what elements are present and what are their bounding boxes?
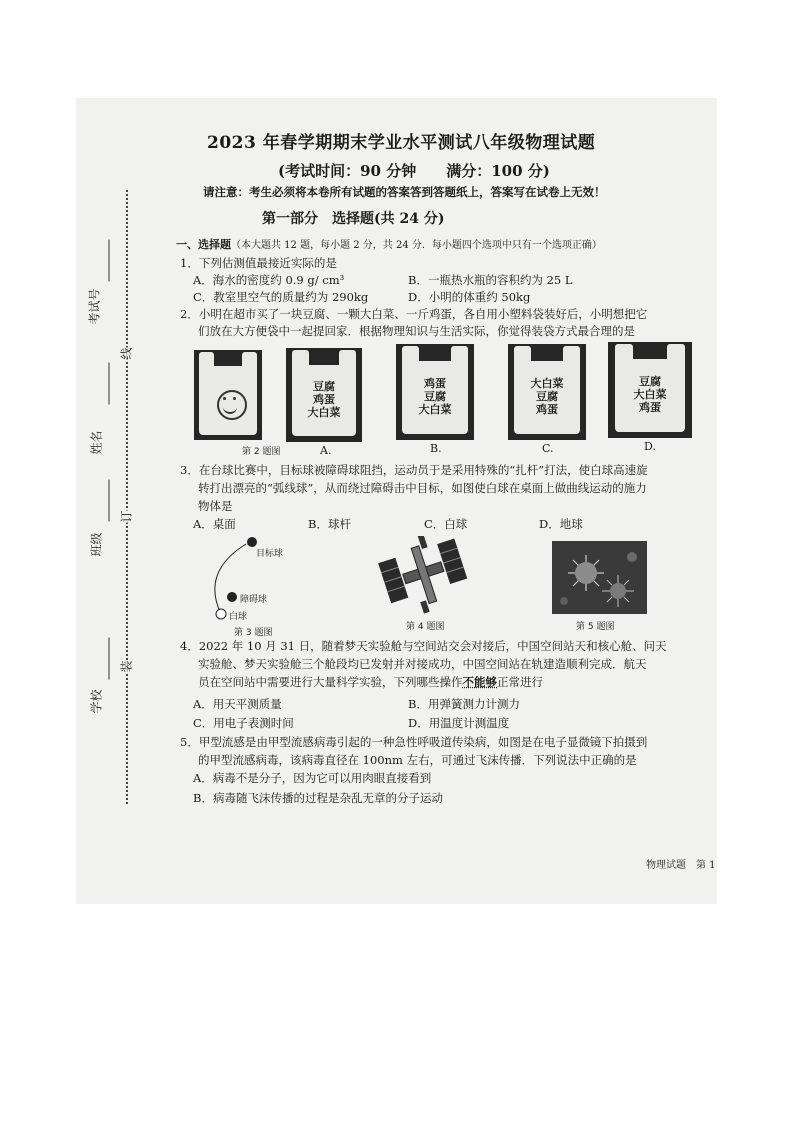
exam-page [76, 98, 717, 904]
virus-figure [552, 541, 647, 614]
bag-option-c [508, 344, 586, 440]
q4-option-a: A．用天平测质量 [193, 697, 282, 711]
section-heading [176, 236, 602, 252]
space-station-figure [376, 536, 471, 614]
marker-install: 装 [119, 660, 134, 673]
q2-option-c-label: C. [542, 442, 554, 455]
blank-exam-number [109, 240, 110, 282]
q3-option-b: B．球杆 [308, 517, 351, 531]
blank-school [109, 638, 110, 680]
q3-option-a: A．桌面 [193, 517, 236, 531]
bag-a-label: 豆腐 鸡蛋 大白菜 [307, 379, 341, 419]
label-class: 班级 [89, 532, 104, 557]
q4-option-d: D．用温度计测温度 [408, 716, 510, 730]
q2-fig-caption: 第 2 题图 [242, 447, 281, 457]
q3-option-d: D．地球 [539, 517, 583, 531]
q5-line1: 5．甲型流感是由甲型流感病毒引起的一种急性呼吸道传染病，如图是在电子显微镜下拍摄到 [180, 735, 648, 749]
q1-option-b: B．一瓶热水瓶的容积约为 25 L [408, 273, 573, 287]
q5-option-b: B．病毒随飞沫传播的过程是杂乱无章的分子运动 [193, 791, 443, 805]
q3-line2: 转打出漂亮的“弧线球”，从而绕过障碍击中目标，如图使白球在桌面上做曲线运动的施力 [198, 481, 647, 495]
q4-line2: 实验舱、梦天实验舱三个舱段均已发射并对接成功，中国空间站在轨建造顺利完成．航天 [198, 657, 647, 671]
marker-line: 线 [119, 347, 134, 360]
q5-fig-caption: 第 5 题图 [576, 622, 615, 632]
q5-option-a: A．病毒不是分子，因为它可以用肉眼直接看到 [193, 771, 432, 785]
bag-b-label: 鸡蛋 豆腐 大白菜 [418, 376, 452, 416]
label-school: 学校 [89, 689, 104, 714]
exam-title: 2023 年春学期期末学业水平测试八年级物理试题 [207, 133, 596, 153]
q2-option-a-label: A. [320, 444, 332, 457]
q1-option-d: D．小明的体重约 50kg [408, 290, 531, 304]
q4-emphasis-cannot: 不能够 [462, 675, 497, 689]
part-title: 第一部分 选择题(共 24 分) [262, 211, 445, 227]
bag-option-b [396, 344, 474, 440]
blank-class [109, 480, 110, 522]
q4-fig-caption: 第 4 题图 [406, 622, 445, 632]
section-heading-rest: （本大题共 12 题，每小题 2 分，共 24 分．每小题四个选项中只有一个选项正确） [231, 240, 602, 251]
q2-option-d-label: D. [644, 440, 656, 453]
q3-option-c: C．白球 [424, 517, 468, 531]
blank-name [109, 363, 110, 405]
q4-option-b: B．用弹簧测力计测力 [408, 697, 520, 711]
q1-option-c: C．教室里空气的质量约为 290kg [193, 290, 369, 304]
bag-option-d [608, 342, 692, 438]
q2-line1: 2．小明在超市买了一块豆腐、一颗大白菜、一斤鸡蛋，各自用小塑料袋装好后，小明想把它 [180, 307, 648, 321]
white-ball [216, 609, 226, 619]
q3-line3: 物体是 [198, 499, 233, 513]
q4-line3-a: 员在空间站中需要进行大量科学实验，下列哪些操作 [198, 675, 463, 689]
page-footer: 物理试题 第 1 [646, 860, 716, 871]
bag-d-label: 豆腐 大白菜 鸡蛋 [633, 374, 667, 414]
q2-line2: 们放在大方便袋中一起提回家．根据物理知识与生活实际，你觉得装袋方式最合理的是 [198, 324, 635, 338]
q3-target-label: 目标球 [256, 549, 284, 559]
bag-c-label: 大白菜 豆腐 鸡蛋 [530, 376, 564, 416]
q1-option-a: A．海水的密度约 0.9 g/ cm³ [193, 273, 345, 287]
exam-info: (考试时间：90 分钟 满分：100 分) [278, 162, 550, 180]
marker-bind: 订 [119, 510, 134, 523]
q4-option-c: C．用电子表测时间 [193, 716, 294, 730]
binding-dotted-line [126, 190, 128, 804]
q2-option-b-label: B. [430, 442, 442, 455]
label-name: 姓名 [89, 430, 104, 455]
bag-option-a [286, 348, 362, 442]
q4-line3 [198, 674, 543, 690]
q4-line1: 4．2022 年 10 月 31 日，随着梦天实验舱与空间站交会对接后，中国空间站天和核心舱、问天 [180, 639, 667, 653]
label-exam-number: 考试号 [87, 288, 102, 325]
section-heading-bold: 一、选择题 [176, 238, 231, 251]
q3-white-label: 白球 [229, 612, 248, 622]
q1-stem: 1．下列估测值最接近实际的是 [180, 256, 337, 270]
obstacle-ball [227, 592, 237, 602]
q3-obstacle-label: 障碍球 [240, 595, 268, 605]
notice: 请注意：考生必须将本卷所有试题的答案答到答题纸上，答案写在试卷上无效！ [203, 185, 606, 199]
q5-line2: 的甲型流感病毒，该病毒直径在 100nm 左右，可通过飞沫传播．下列说法中正确的是 [198, 753, 637, 767]
q3-line1: 3．在台球比赛中，目标球被障碍球阻挡，运动员于是采用特殊的“扎杆”打法，使白球高速旋 [180, 463, 648, 477]
bag-figure-smiley [194, 350, 262, 440]
q3-fig-caption: 第 3 题图 [234, 628, 273, 638]
q4-line3-c: 正常进行 [497, 675, 543, 689]
